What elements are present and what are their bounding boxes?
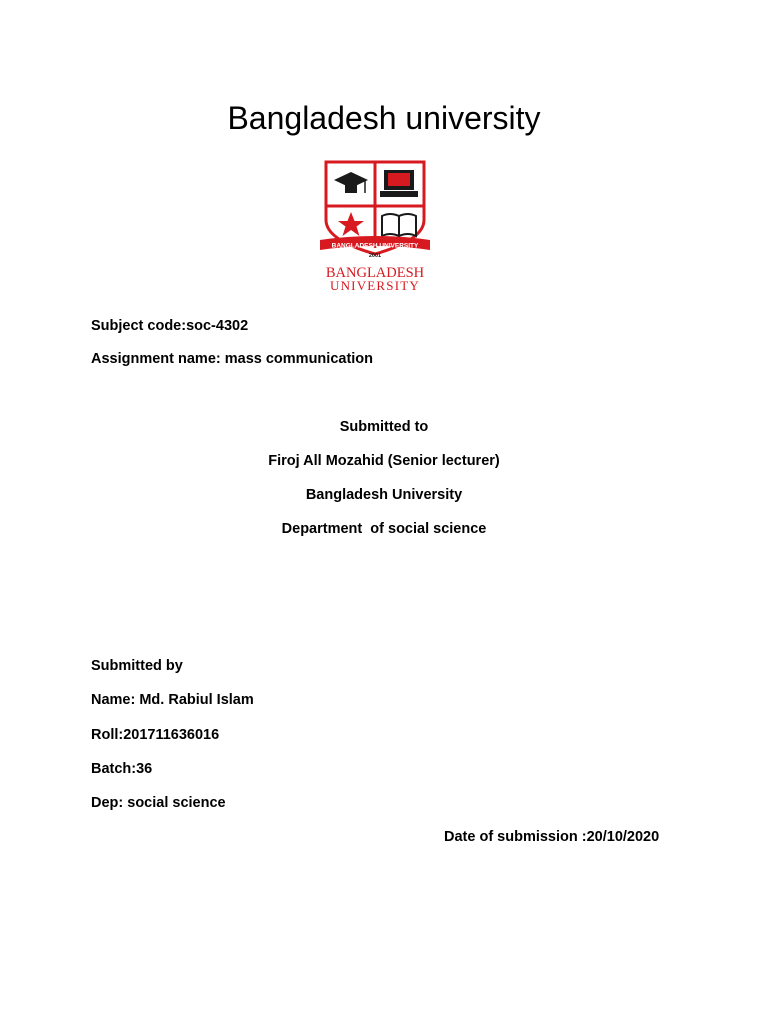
computer-icon	[380, 170, 418, 197]
submitted-to-university: Bangladesh University	[305, 487, 463, 503]
student-name: Name: Md. Rabiul Islam	[91, 692, 254, 708]
logo-wordmark-line2: UNIVERSITY	[330, 278, 420, 293]
university-logo	[318, 158, 432, 294]
date-of-submission: Date of submission :20/10/2020	[444, 829, 660, 845]
submitted-by-heading: Submitted by	[91, 658, 183, 674]
submitted-to-name: Firoj All Mozahid (Senior lecturer)	[268, 453, 500, 469]
assignment-name: Assignment name: mass communication	[91, 351, 374, 367]
submitted-to-department: Department of social science	[281, 521, 487, 537]
logo-banner-text: BANGLADESH UNIVERSITY	[331, 242, 419, 250]
submitted-to-heading: Submitted to	[339, 419, 429, 435]
student-batch: Batch:36	[91, 761, 153, 777]
student-roll: Roll:201711636016	[91, 727, 220, 743]
logo-wordmark-line1: BANGLADESH	[325, 265, 425, 281]
logo-year: 2001	[368, 253, 382, 259]
book-icon	[382, 214, 416, 236]
subject-code: Subject code:soc-4302	[91, 318, 249, 334]
document-title: Bangladesh university	[227, 100, 541, 136]
student-department: Dep: social science	[91, 795, 226, 811]
